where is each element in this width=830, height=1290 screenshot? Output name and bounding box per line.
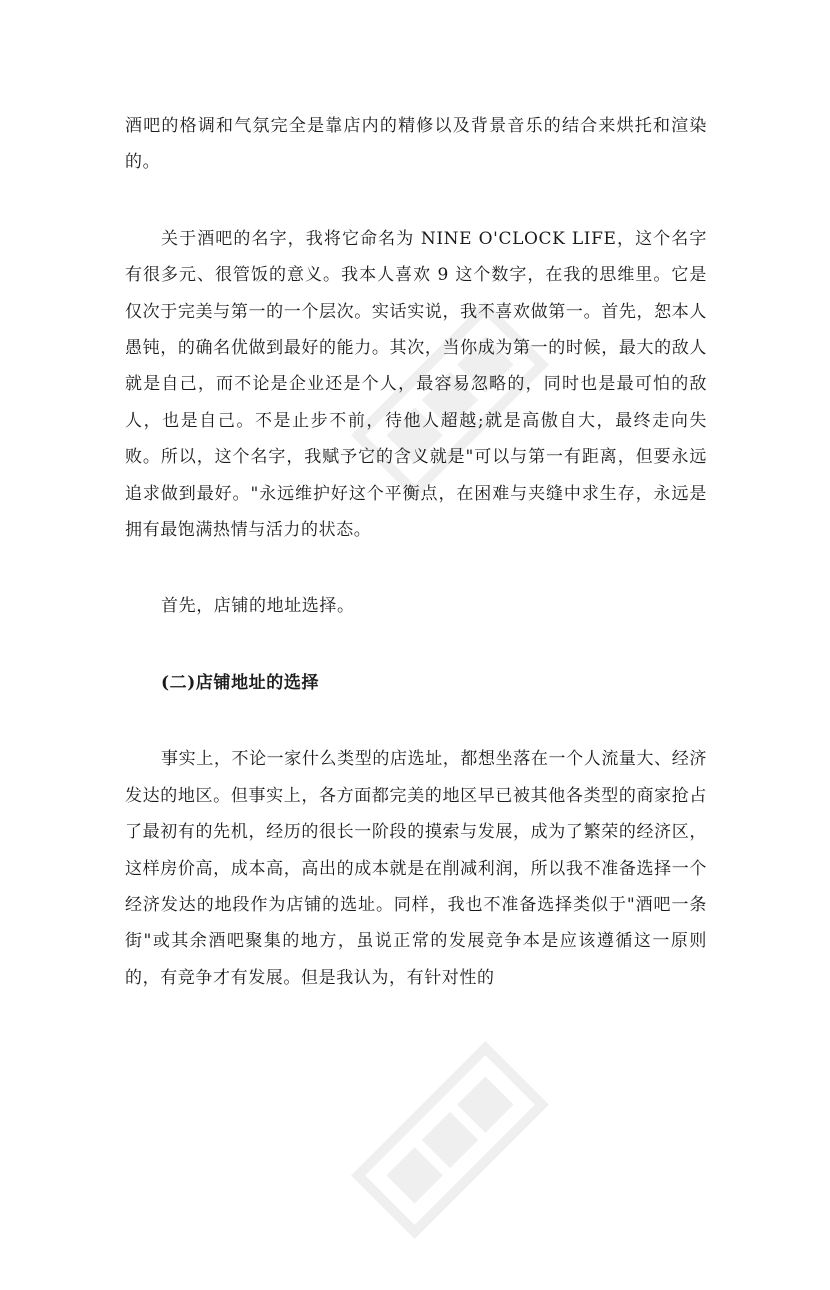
document-body [125,108,707,996]
paragraph-1: 酒吧的格调和气氛完全是靠店内的精修以及背景音乐的结合来烘托和渲染的。 [125,116,707,173]
paragraph-4: 事实上，不论一家什么类型的店选址，都想坐落在一个人流量大、经济发达的地区。但事实上，各方面都完美的地区早已被其他各类型的商家抢占了最初有的先机，经历的很长一阶段的摸索与发展，成为了繁荣的经济区，这样房价高，成本高，高出的成本就是在削减利润，所以我不准备选择一个经济发达的地段作为店铺的选址。同样，我也不准备选择类似于"酒吧一条街"或其余酒吧聚集的地方，虽说正常的发展竞争本是应该遵循这一原则的，有竞争才有发展。但是我认为，有针对性的 [125,749,707,988]
paragraph-3: 首先，店铺的地址选择。 [161,596,355,617]
paragraph-2: 关于酒吧的名字，我将它命名为 NINE O'CLOCK LIFE，这个名字有很多元、很管饭的意义。我本人喜欢 9 这个数字，在我的思维里。它是仅次于完美与第一的一个层次。实话实说，我不喜欢做第一。首先，恕本人愚钝，的确名优做到最好的能力。其次，当你成为第一的时候，最大的敌人就是自己，而不论是企业还是个人，最容易忽略的，同时也是最可怕的敌人，也是自己。不是止步不前，待他人超越;就是高傲自大，最终走向失败。所以，这个名字，我赋予它的含义就是"可以与第一有距离，但要永远追求做到最好。"永远维护好这个平衡点，在困难与夹缝中求生存，永远是拥有最饱满热情与活力的状态。 [125,228,707,541]
section-heading: (二)店铺地址的选择 [161,672,320,693]
watermark-logo-bottom [300,990,600,1290]
